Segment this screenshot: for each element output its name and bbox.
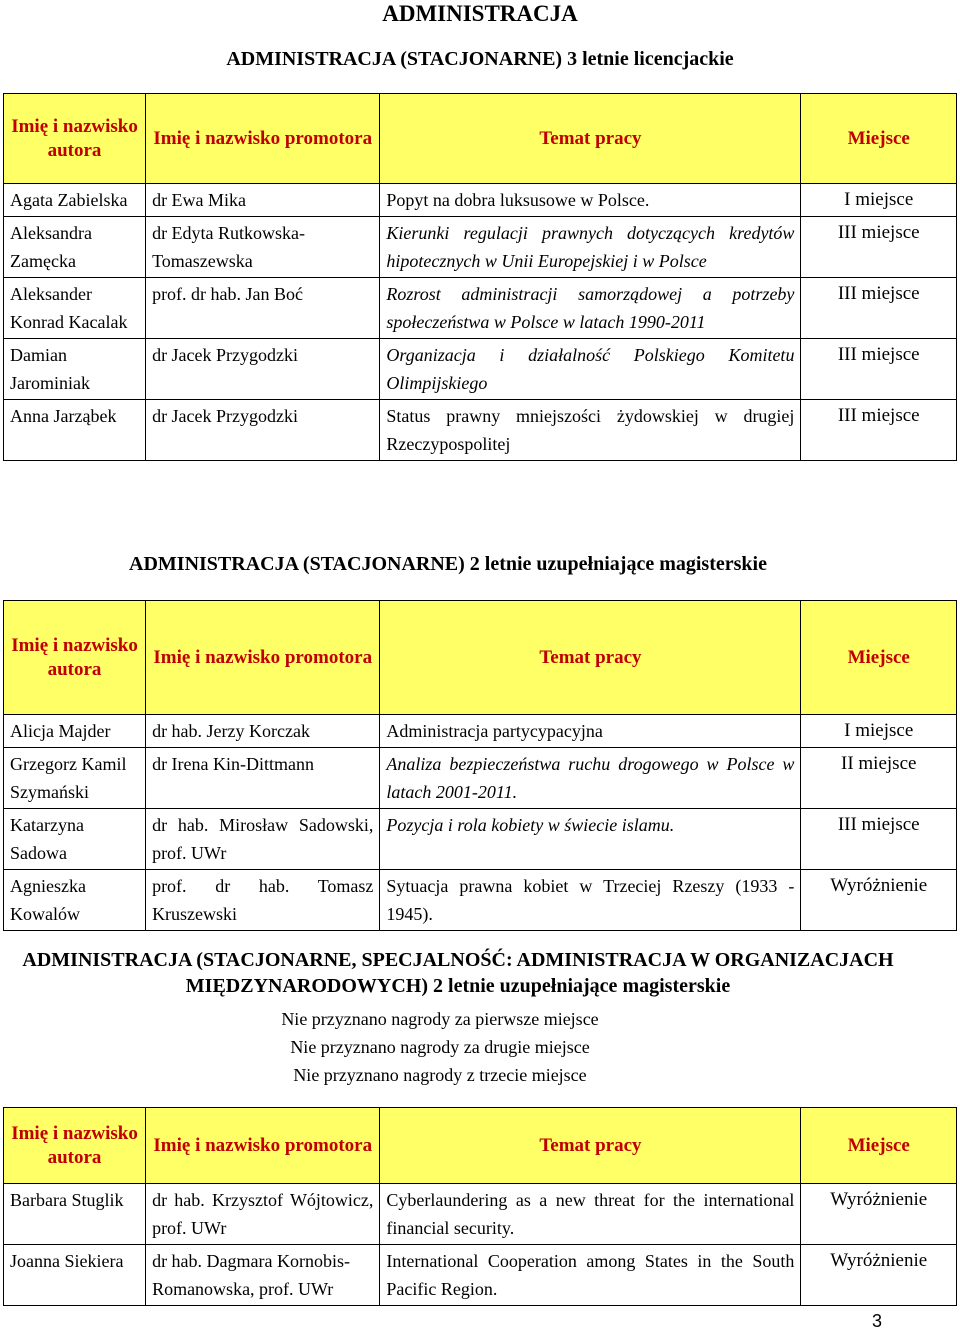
author-cell: Aleksander Konrad Kacalak — [4, 278, 146, 339]
promoter-cell: prof. dr hab. Jan Boć — [146, 278, 380, 339]
topic-cell: Rozrost administracji samorządowej a potrzeby społeczeństwa w Polsce w latach 1990-2011 — [380, 278, 801, 339]
table-row — [4, 184, 957, 217]
header-topic: Temat pracy — [380, 601, 801, 715]
table-row — [4, 339, 957, 400]
section-3-title: ADMINISTRACJA (STACJONARNE, SPECJALNOŚĆ: ADMINISTRACJA W ORGANIZACJACH MIĘDZYNARODOWYCH) 2 letnie uzupełniające magisterskie — [22, 949, 894, 997]
header-place: Miejsce — [801, 601, 957, 715]
header-author: Imię i nazwisko autora — [4, 1108, 146, 1184]
topic-cell: Analiza bezpieczeństwa ruchu drogowego w Polsce w latach 2001-2011. — [380, 748, 801, 809]
place-cell: II miejsce — [801, 748, 957, 809]
topic-cell: Sytuacja prawna kobiet w Trzeciej Rzeszy (1933 - 1945). — [380, 870, 801, 931]
table-row — [4, 870, 957, 931]
promoter-cell: dr hab. Jerzy Korczak — [146, 715, 380, 748]
header-place: Miejsce — [801, 94, 957, 184]
promoter-cell: dr Edyta Rutkowska-Tomaszewska — [146, 217, 380, 278]
promoter-cell: dr hab. Krzysztof Wójtowicz, prof. UWr — [146, 1184, 380, 1245]
promoter-cell: dr Ewa Mika — [146, 184, 380, 217]
place-cell: I miejsce — [801, 715, 957, 748]
page-number: 3 — [871, 1311, 882, 1331]
author-cell: Anna Jarząbek — [4, 400, 146, 461]
header-promoter: Imię i nazwisko promotora — [146, 601, 380, 715]
topic-cell: International Cooperation among States in the South Pacific Region. — [380, 1245, 801, 1306]
author-cell: Joanna Siekiera — [4, 1245, 146, 1306]
promoter-cell: dr hab. Dagmara Kornobis-Romanowska, prof. UWr — [146, 1245, 380, 1306]
table-header-row — [4, 94, 957, 184]
promoter-cell: dr Irena Kin-Dittmann — [146, 748, 380, 809]
results-table-bachelor — [3, 93, 957, 461]
section-2-title: ADMINISTRACJA (STACJONARNE) 2 letnie uzupełniające magisterskie — [129, 553, 767, 575]
table-row — [4, 1184, 957, 1245]
topic-cell: Pozycja i rola kobiety w świecie islamu. — [380, 809, 801, 870]
topic-cell: Organizacja i działalność Polskiego Komitetu Olimpijskiego — [380, 339, 801, 400]
author-cell: Damian Jarominiak — [4, 339, 146, 400]
table-row — [4, 715, 957, 748]
author-cell: Grzegorz Kamil Szymański — [4, 748, 146, 809]
note-line: Nie przyznano nagrody za pierwsze miejsce — [281, 1009, 599, 1029]
promoter-cell: dr hab. Mirosław Sadowski, prof. UWr — [146, 809, 380, 870]
table-row — [4, 748, 957, 809]
results-table-international — [3, 1107, 957, 1306]
place-cell: III miejsce — [801, 339, 957, 400]
place-cell: Wyróżnienie — [801, 870, 957, 931]
header-place: Miejsce — [801, 1108, 957, 1184]
author-cell: Aleksandra Zamęcka — [4, 217, 146, 278]
table-row — [4, 217, 957, 278]
header-topic: Temat pracy — [380, 1108, 801, 1184]
section-1-title: ADMINISTRACJA (STACJONARNE) 3 letnie licencjackie — [226, 48, 734, 70]
note-line: Nie przyznano nagrody z trzecie miejsce — [293, 1065, 587, 1085]
place-cell: Wyróżnienie — [801, 1245, 957, 1306]
table-row — [4, 400, 957, 461]
promoter-cell: prof. dr hab. Tomasz Kruszewski — [146, 870, 380, 931]
place-cell: III miejsce — [801, 400, 957, 461]
header-author: Imię i nazwisko autora — [4, 601, 146, 715]
page-title: ADMINISTRACJA — [382, 1, 578, 26]
place-cell: Wyróżnienie — [801, 1184, 957, 1245]
results-table-master — [3, 600, 957, 931]
place-cell: III miejsce — [801, 809, 957, 870]
table-row — [4, 1245, 957, 1306]
author-cell: Agnieszka Kowalów — [4, 870, 146, 931]
header-promoter: Imię i nazwisko promotora — [146, 1108, 380, 1184]
author-cell: Alicja Majder — [4, 715, 146, 748]
header-topic: Temat pracy — [380, 94, 801, 184]
table-row — [4, 278, 957, 339]
header-author: Imię i nazwisko autora — [4, 94, 146, 184]
note-line: Nie przyznano nagrody za drugie miejsce — [290, 1037, 590, 1057]
topic-cell: Popyt na dobra luksusowe w Polsce. — [380, 184, 801, 217]
author-cell: Agata Zabielska — [4, 184, 146, 217]
table-header-row — [4, 1108, 957, 1184]
place-cell: III miejsce — [801, 278, 957, 339]
topic-cell: Administracja partycypacyjna — [380, 715, 801, 748]
author-cell: Katarzyna Sadowa — [4, 809, 146, 870]
header-promoter: Imię i nazwisko promotora — [146, 94, 380, 184]
table-row — [4, 809, 957, 870]
topic-cell: Kierunki regulacji prawnych dotyczących kredytów hipotecznych w Unii Europejskiej i w Polsce — [380, 217, 801, 278]
topic-cell: Status prawny mniejszości żydowskiej w drugiej Rzeczypospolitej — [380, 400, 801, 461]
promoter-cell: dr Jacek Przygodzki — [146, 400, 380, 461]
place-cell: III miejsce — [801, 217, 957, 278]
table-header-row — [4, 601, 957, 715]
place-cell: I miejsce — [801, 184, 957, 217]
topic-cell: Cyberlaundering as a new threat for the international financial security. — [380, 1184, 801, 1245]
promoter-cell: dr Jacek Przygodzki — [146, 339, 380, 400]
author-cell: Barbara Stuglik — [4, 1184, 146, 1245]
